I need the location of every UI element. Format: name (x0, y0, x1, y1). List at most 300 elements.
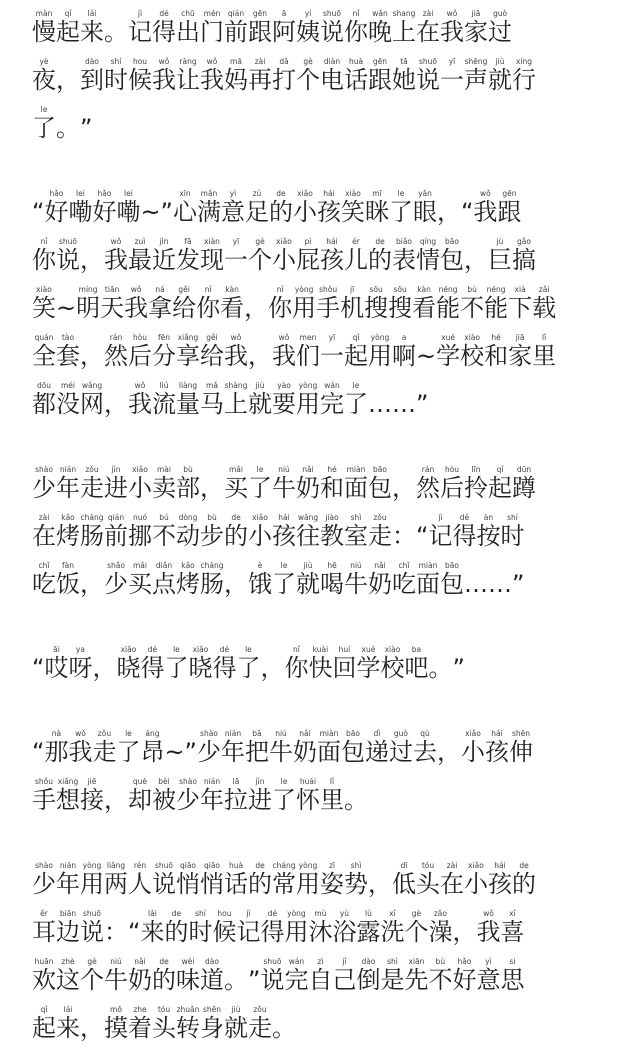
hanzi-with-pinyin (497, 189, 522, 226)
hanzi: 上 (392, 18, 416, 46)
hanzi: 姨 (296, 18, 320, 46)
hanzi-with-pinyin (440, 861, 464, 898)
pinyin: xiǎng (56, 777, 80, 786)
hanzi-with-pinyin (76, 285, 101, 322)
hanzi: 得 (452, 522, 477, 550)
hanzi: 烤 (176, 570, 200, 598)
text-line (32, 862, 632, 908)
pinyin: le (272, 777, 296, 786)
hanzi: 室 (344, 522, 368, 550)
hanzi: 都 (32, 390, 56, 418)
pinyin: mā (224, 57, 248, 66)
pinyin: le (388, 189, 413, 198)
hanzi: 转 (176, 1014, 200, 1042)
text-line (32, 106, 632, 152)
hanzi-with-pinyin (100, 285, 125, 322)
hanzi-with-pinyin (332, 645, 357, 682)
punctuation: 。 (224, 966, 248, 994)
pinyin: huái (296, 777, 320, 786)
pinyin: shǒu (316, 285, 341, 294)
hanzi-with-pinyin (224, 861, 248, 898)
hanzi: 晚 (368, 18, 392, 46)
pinyin: qíng (416, 237, 440, 246)
hanzi-with-pinyin (176, 381, 200, 418)
hanzi: 人 (128, 870, 152, 898)
hanzi: 啊 (392, 342, 416, 370)
hanzi-with-pinyin (452, 957, 477, 994)
pinyin: lái (140, 909, 165, 918)
pinyin: xiào (32, 285, 56, 294)
hanzi-with-pinyin (152, 957, 176, 994)
pinyin: néng (484, 285, 509, 294)
pinyin: shí (104, 57, 128, 66)
hanzi: 少 (32, 474, 56, 502)
pinyin: dòng (176, 513, 200, 522)
hanzi: 了 (344, 390, 368, 418)
hanzi-with-pinyin (128, 237, 152, 274)
hanzi: 过 (388, 738, 413, 766)
hanzi-with-pinyin (248, 237, 272, 274)
hanzi-with-pinyin (320, 513, 344, 550)
hanzi-with-pinyin (296, 465, 320, 502)
pinyin: xué (356, 645, 381, 654)
hanzi-with-pinyin (508, 285, 533, 322)
hanzi: 个 (80, 966, 104, 994)
hanzi: 的 (368, 246, 392, 274)
hanzi-with-pinyin (176, 777, 200, 814)
hanzi-with-pinyin (104, 861, 128, 898)
text-line (32, 958, 632, 1004)
pinyin: shǎo (104, 561, 128, 570)
hanzi-with-pinyin (296, 333, 320, 370)
hanzi: 年 (200, 786, 224, 814)
pinyin: rán (104, 333, 128, 342)
text-line (32, 334, 632, 380)
hanzi-with-pinyin (56, 381, 80, 418)
hanzi: 我 (200, 66, 224, 94)
hanzi-with-pinyin (416, 57, 440, 94)
hanzi-with-pinyin (532, 285, 557, 322)
hanzi-with-pinyin (68, 645, 93, 682)
pinyin: quán (32, 333, 56, 342)
hanzi: 搞 (512, 246, 536, 274)
punctuation: ， (436, 198, 461, 226)
hanzi-with-pinyin (368, 237, 392, 274)
hanzi: 想 (56, 786, 80, 814)
hanzi-with-pinyin (272, 465, 296, 502)
pinyin: chī (32, 561, 56, 570)
hanzi-with-pinyin (152, 381, 176, 418)
hanzi: 时 (188, 918, 213, 946)
punctuation: ， (80, 246, 104, 274)
pinyin: qián (104, 513, 128, 522)
pinyin: zhuǎn (176, 1005, 200, 1014)
hanzi: 让 (176, 66, 200, 94)
hanzi: 话 (224, 870, 248, 898)
punctuation: ” (248, 966, 261, 994)
hanzi: 道 (200, 966, 224, 994)
punctuation: 。 (272, 1014, 296, 1042)
hanzi-with-pinyin (32, 105, 56, 142)
hanzi: 好 (92, 198, 117, 226)
hanzi: 话 (344, 66, 368, 94)
hanzi-with-pinyin (368, 561, 392, 598)
hanzi-with-pinyin (392, 57, 416, 94)
hanzi-with-pinyin (320, 465, 344, 502)
hanzi-with-pinyin (344, 561, 368, 598)
hanzi: 用 (296, 870, 320, 898)
hanzi: 载 (532, 294, 557, 322)
pinyin: rén (128, 861, 152, 870)
pinyin: kàn (412, 285, 437, 294)
hanzi-with-pinyin (340, 729, 365, 766)
hanzi: 们 (296, 342, 320, 370)
hanzi-with-pinyin (268, 729, 293, 766)
hanzi: 头 (152, 1014, 176, 1042)
hanzi: 低 (392, 870, 416, 898)
pinyin: yào (272, 381, 296, 390)
hanzi: 面 (316, 738, 341, 766)
hanzi-with-pinyin (344, 861, 368, 898)
hanzi-with-pinyin (344, 237, 368, 274)
pinyin: miàn (416, 561, 440, 570)
hanzi-with-pinyin (404, 645, 429, 682)
hanzi: 妈 (224, 66, 248, 94)
pinyin: ér (344, 237, 368, 246)
pinyin: shang (392, 9, 416, 18)
punctuation: ， (248, 342, 272, 370)
hanzi: 伸 (508, 738, 533, 766)
hanzi: 校 (460, 342, 485, 370)
hanzi-with-pinyin (488, 465, 512, 502)
pinyin: tā (392, 57, 416, 66)
hanzi: 我 (104, 246, 128, 274)
pinyin: jì (128, 9, 152, 18)
hanzi: 拿 (148, 294, 173, 322)
hanzi: 牛 (268, 738, 293, 766)
hanzi: 得 (212, 654, 237, 682)
hanzi-with-pinyin (56, 561, 80, 598)
hanzi-with-pinyin (260, 909, 285, 946)
hanzi-with-pinyin (32, 861, 56, 898)
hanzi: 能 (484, 294, 509, 322)
hanzi: 跟 (248, 18, 272, 46)
hanzi: 再 (248, 66, 272, 94)
hanzi-with-pinyin (32, 561, 56, 598)
pinyin: bù (428, 957, 453, 966)
hanzi-with-pinyin (320, 57, 344, 94)
hanzi-with-pinyin (344, 9, 368, 46)
hanzi: 奶 (128, 966, 152, 994)
hanzi: 就 (224, 1014, 248, 1042)
pinyin: guò (388, 729, 413, 738)
hanzi-with-pinyin (176, 465, 200, 502)
pinyin: xué (436, 333, 461, 342)
pinyin: ba (404, 645, 429, 654)
pinyin: dé (152, 9, 176, 18)
hanzi-with-pinyin (388, 729, 413, 766)
hanzi-with-pinyin (332, 909, 357, 946)
hanzi-with-pinyin (248, 381, 272, 418)
hanzi-with-pinyin (56, 237, 80, 274)
hanzi-with-pinyin (32, 381, 56, 418)
hanzi: 走 (80, 474, 104, 502)
pinyin: jiù (296, 561, 320, 570)
hanzi-with-pinyin (152, 465, 176, 502)
pinyin: zǎo (428, 909, 453, 918)
pinyin: shēn (200, 1005, 224, 1014)
hanzi: 的 (248, 870, 272, 898)
pinyin: nǐ (268, 285, 293, 294)
pinyin: zhe (128, 1005, 152, 1014)
hanzi: 和 (484, 342, 509, 370)
hanzi-with-pinyin (188, 645, 213, 682)
pinyin: hé (320, 465, 344, 474)
pinyin: zài (32, 513, 56, 522)
hanzi-with-pinyin (104, 957, 128, 994)
hanzi: 接 (80, 786, 104, 814)
hanzi: 买 (128, 570, 152, 598)
pinyin: zú (244, 189, 269, 198)
pinyin: tiān (100, 285, 125, 294)
pinyin: fēn (152, 333, 176, 342)
hanzi-with-pinyin (56, 465, 80, 502)
hanzi: 吃 (392, 570, 416, 598)
pinyin: xiǎo (188, 645, 213, 654)
hanzi-with-pinyin (392, 237, 416, 274)
hanzi-with-pinyin (508, 729, 533, 766)
pinyin: nǐ (196, 285, 221, 294)
hanzi: 说 (320, 18, 344, 46)
hanzi-with-pinyin (224, 381, 248, 418)
pinyin: xǐ (380, 909, 405, 918)
hanzi: 小 (292, 198, 317, 226)
hanzi: 用 (80, 870, 104, 898)
hanzi-with-pinyin (224, 57, 248, 94)
pinyin: hǎo (92, 189, 117, 198)
punctuation: ， (80, 1014, 104, 1042)
hanzi-with-pinyin (220, 729, 245, 766)
hanzi: 家 (508, 342, 533, 370)
pinyin: jì (428, 513, 453, 522)
hanzi: 部 (176, 474, 200, 502)
hanzi: 在 (416, 18, 440, 46)
pinyin: bèi (152, 777, 176, 786)
pinyin: shǒu (32, 777, 56, 786)
hanzi-with-pinyin (104, 465, 128, 502)
hanzi-with-pinyin (104, 333, 128, 370)
hanzi-with-pinyin (428, 957, 453, 994)
hanzi: 包 (340, 738, 365, 766)
hanzi-with-pinyin (244, 729, 269, 766)
pinyin: nǎi (296, 465, 320, 474)
hanzi: 说 (80, 918, 104, 946)
hanzi-with-pinyin (464, 861, 488, 898)
hanzi-with-pinyin (248, 465, 272, 502)
hanzi: 年 (56, 474, 80, 502)
hanzi: 我 (128, 390, 152, 418)
hanzi-with-pinyin (200, 777, 224, 814)
hanzi: 悄 (176, 870, 200, 898)
hanzi: 来 (56, 1014, 80, 1042)
text-line (32, 238, 632, 284)
pinyin: qiāo (176, 861, 200, 870)
hanzi-with-pinyin (296, 861, 320, 898)
hanzi: 门 (200, 18, 224, 46)
hanzi-with-pinyin (80, 513, 104, 550)
hanzi-with-pinyin (152, 333, 176, 370)
hanzi-with-pinyin (200, 237, 224, 274)
hanzi-with-pinyin (316, 729, 341, 766)
hanzi: 进 (248, 786, 272, 814)
hanzi: 我 (476, 918, 501, 946)
hanzi-with-pinyin (176, 57, 200, 94)
pinyin: zài (416, 9, 440, 18)
punctuation: ， (464, 246, 488, 274)
hanzi: 足 (244, 198, 269, 226)
hanzi: 呀 (68, 654, 93, 682)
pinyin: shuō (416, 57, 440, 66)
hanzi: 步 (200, 522, 224, 550)
pinyin: xià (508, 285, 533, 294)
pinyin: nián (220, 729, 245, 738)
hanzi: 流 (152, 390, 176, 418)
pinyin: lǐ (320, 777, 344, 786)
hanzi: 笑 (32, 294, 56, 322)
pinyin: shì (344, 513, 368, 522)
pinyin: kàn (220, 285, 245, 294)
text-line (32, 286, 632, 332)
hanzi: 蹲 (512, 474, 536, 502)
punctuation: ， (368, 870, 392, 898)
hanzi-with-pinyin (200, 57, 224, 94)
hanzi-with-pinyin (388, 285, 413, 322)
pinyin: bù (200, 513, 224, 522)
hanzi: 起 (488, 474, 512, 502)
pinyin: le (32, 105, 56, 114)
hanzi-with-pinyin (440, 237, 464, 274)
text-line (32, 466, 632, 512)
hanzi-with-pinyin (32, 237, 56, 274)
pinyin: zì (308, 957, 333, 966)
hanzi-with-pinyin (244, 189, 269, 226)
hanzi-with-pinyin (460, 729, 485, 766)
hanzi-with-pinyin (56, 513, 80, 550)
pinyin: liú (152, 381, 176, 390)
pinyin: nián (200, 777, 224, 786)
hanzi-with-pinyin (212, 645, 237, 682)
hanzi-with-pinyin (140, 729, 165, 766)
hanzi: 发 (176, 246, 200, 274)
hanzi: 先 (404, 966, 429, 994)
hanzi: 往 (296, 522, 320, 550)
hanzi: 电 (320, 66, 344, 94)
hanzi-with-pinyin (260, 957, 285, 994)
hanzi: 好 (452, 966, 477, 994)
hanzi-with-pinyin (104, 513, 128, 550)
pinyin: dào (80, 57, 104, 66)
punctuation: ： (104, 918, 128, 946)
hanzi: 孩 (320, 246, 344, 274)
hanzi-with-pinyin (488, 57, 512, 94)
hanzi-with-pinyin (200, 957, 224, 994)
hanzi: 喜 (500, 918, 525, 946)
hanzi: 势 (344, 870, 368, 898)
hanzi-with-pinyin (176, 513, 200, 550)
hanzi-with-pinyin (416, 465, 440, 502)
hanzi-with-pinyin (320, 777, 344, 814)
punctuation: ~ (56, 294, 77, 322)
pinyin: nǎi (292, 729, 317, 738)
hanzi: 行 (512, 66, 536, 94)
pinyin: fàn (56, 561, 80, 570)
hanzi-with-pinyin (500, 909, 525, 946)
pinyin: nà (44, 729, 69, 738)
hanzi-with-pinyin (272, 57, 296, 94)
pinyin: nián (56, 861, 80, 870)
pinyin: wǎn (368, 9, 392, 18)
hanzi: 嘞 (68, 198, 93, 226)
pinyin: le (344, 381, 368, 390)
hanzi-with-pinyin (296, 777, 320, 814)
hanzi: 己 (332, 966, 357, 994)
hanzi: 用 (368, 342, 392, 370)
hanzi: 给 (200, 342, 224, 370)
pinyin: de (248, 861, 272, 870)
hanzi-with-pinyin (416, 561, 440, 598)
pinyin: dào (200, 957, 224, 966)
hanzi-with-pinyin (188, 909, 213, 946)
hanzi-with-pinyin (340, 285, 365, 322)
pinyin: qǐ (344, 333, 368, 342)
pinyin: zài (248, 57, 272, 66)
pinyin: míng (76, 285, 101, 294)
hanzi-with-pinyin (140, 645, 165, 682)
hanzi: 得 (260, 918, 285, 946)
pinyin: qǐ (32, 1005, 56, 1014)
hanzi: 的 (164, 918, 189, 946)
hanzi: 包 (440, 246, 464, 274)
hanzi: 包 (368, 474, 392, 502)
text-line (32, 646, 632, 692)
pinyin: miàn (316, 729, 341, 738)
punctuation: ， (80, 570, 104, 598)
hanzi: 怀 (296, 786, 320, 814)
hanzi: 走 (248, 1014, 272, 1042)
hanzi: 把 (244, 738, 269, 766)
pinyin: shàng (224, 381, 248, 390)
pinyin: wǒ (124, 285, 149, 294)
hanzi-with-pinyin (308, 645, 333, 682)
pinyin: shào (32, 465, 56, 474)
hanzi: 个 (404, 918, 429, 946)
hanzi-with-pinyin (292, 729, 317, 766)
hanzi: 得 (140, 654, 165, 682)
hanzi-with-pinyin (364, 729, 389, 766)
hanzi: 倒 (356, 966, 381, 994)
hanzi: 被 (152, 786, 176, 814)
pinyin: shào (32, 861, 56, 870)
hanzi-with-pinyin (272, 333, 296, 370)
hanzi: 孩 (316, 198, 341, 226)
hanzi: 机 (340, 294, 365, 322)
hanzi: 耳 (32, 918, 56, 946)
pinyin: huà (224, 861, 248, 870)
hanzi-with-pinyin (32, 9, 56, 46)
hanzi: 烤 (56, 522, 80, 550)
text-line (32, 10, 632, 56)
hanzi: 明 (76, 294, 101, 322)
